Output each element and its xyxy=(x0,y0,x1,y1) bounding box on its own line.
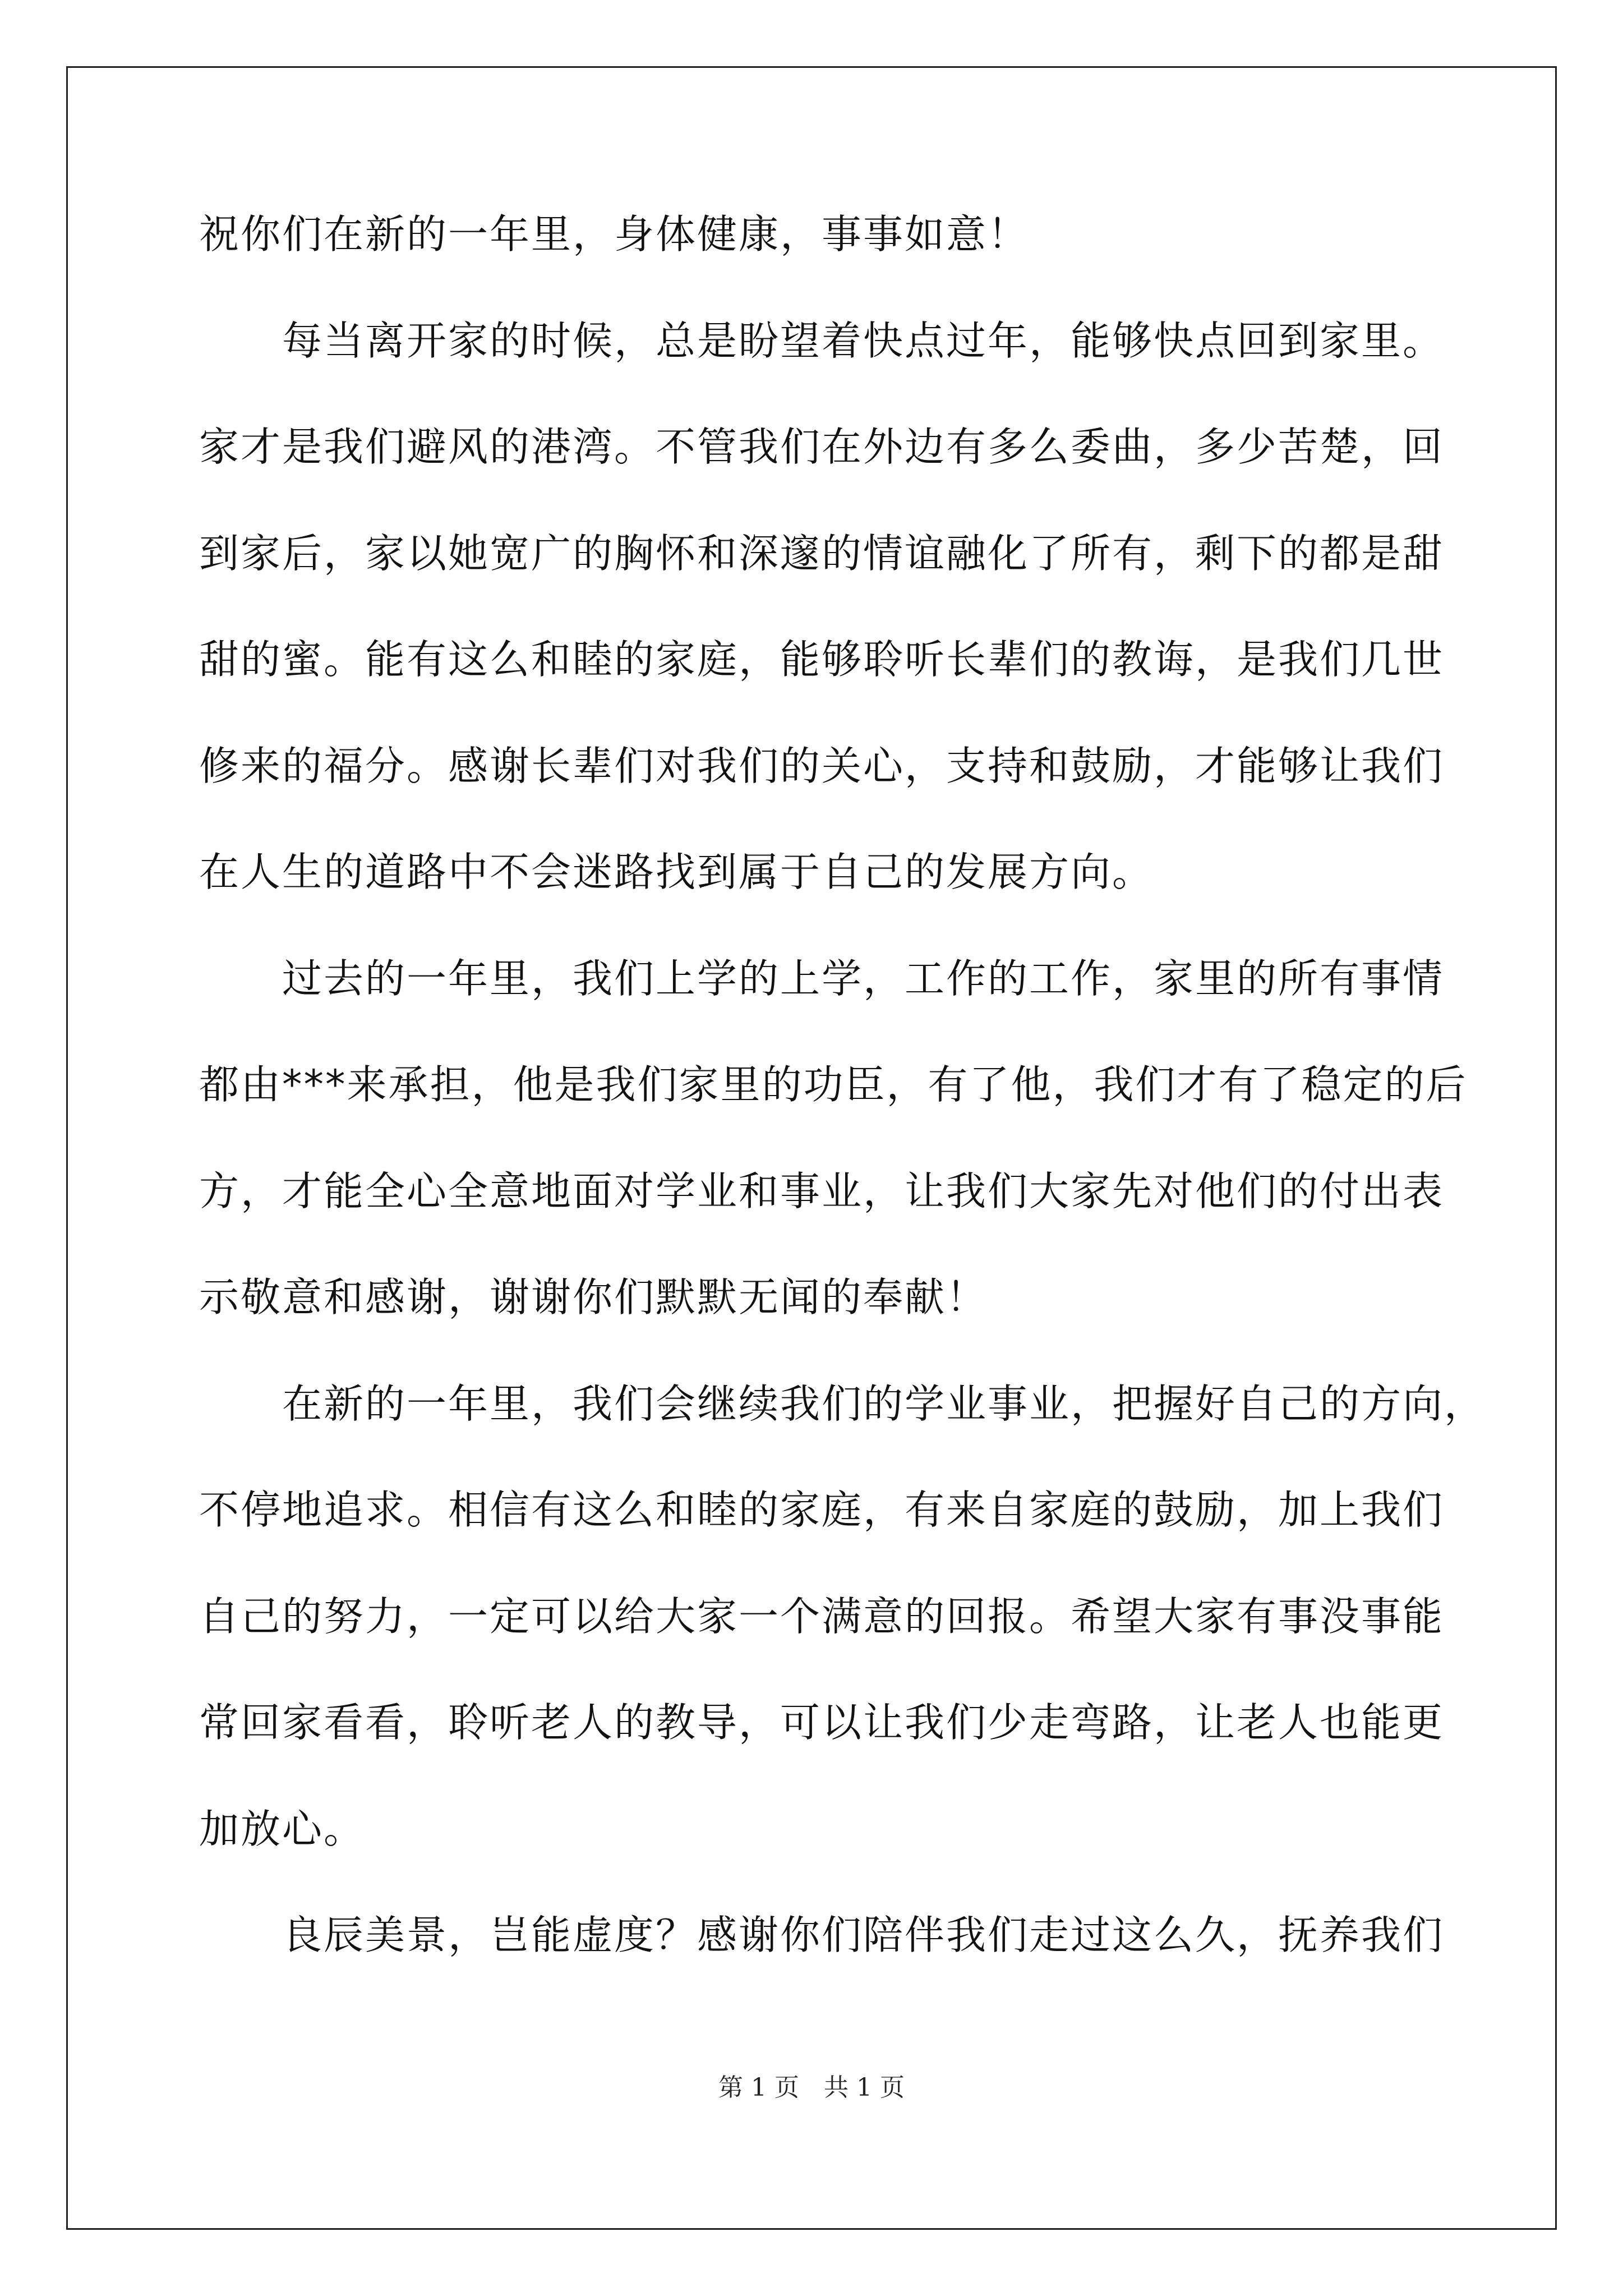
text-line: 方，才能全心全意地面对学业和事业，让我们大家先对他们的付出表 xyxy=(199,1168,1445,1214)
text-line: 修来的福分。感谢长辈们对我们的关心，支持和鼓励，才能够让我们 xyxy=(199,743,1445,789)
text-line: 自己的努力，一定可以给大家一个满意的回报。希望大家有事没事能 xyxy=(199,1593,1445,1640)
text-line: 家才是我们避风的港湾。不管我们在外边有多么委曲，多少苦楚，回 xyxy=(199,424,1445,470)
text-line: 在人生的道路中不会迷路找到属于自己的发展方向。 xyxy=(199,849,1154,895)
text-line: 到家后，家以她宽广的胸怀和深邃的情谊融化了所有，剩下的都是甜 xyxy=(199,530,1445,577)
text-line: 祝你们在新的一年里，身体健康，事事如意！ xyxy=(199,211,1030,257)
text-line: 常回家看看，聆听老人的教导，可以让我们少走弯路，让老人也能更 xyxy=(199,1699,1445,1746)
page-border xyxy=(66,66,1557,2230)
text-line: 都由***来承担，他是我们家里的功臣，有了他，我们才有了稳定的后 xyxy=(199,1061,1468,1108)
text-line: 每当离开家的时候，总是盼望着快点过年，能够快点回到家里。 xyxy=(282,318,1445,364)
text-line: 甜的蜜。能有这么和睦的家庭，能够聆听长辈们的教诲，是我们几世 xyxy=(199,636,1445,683)
text-line: 示敬意和感谢，谢谢你们默默无闻的奉献！ xyxy=(199,1274,988,1320)
text-line: 在新的一年里，我们会继续我们的学业事业，把握好自己的方向， xyxy=(282,1381,1486,1427)
page-number-footer: 第 1 页 共 1 页 xyxy=(718,2073,905,2102)
text-line: 加放心。 xyxy=(199,1806,366,1852)
text-line: 不停地追求。相信有这么和睦的家庭，有来自家庭的鼓励，加上我们 xyxy=(199,1487,1445,1533)
text-line: 过去的一年里，我们上学的上学，工作的工作，家里的所有事情 xyxy=(282,955,1445,1002)
text-line: 良辰美景，岂能虚度？感谢你们陪伴我们走过这么久，抚养我们 xyxy=(282,1912,1445,1958)
